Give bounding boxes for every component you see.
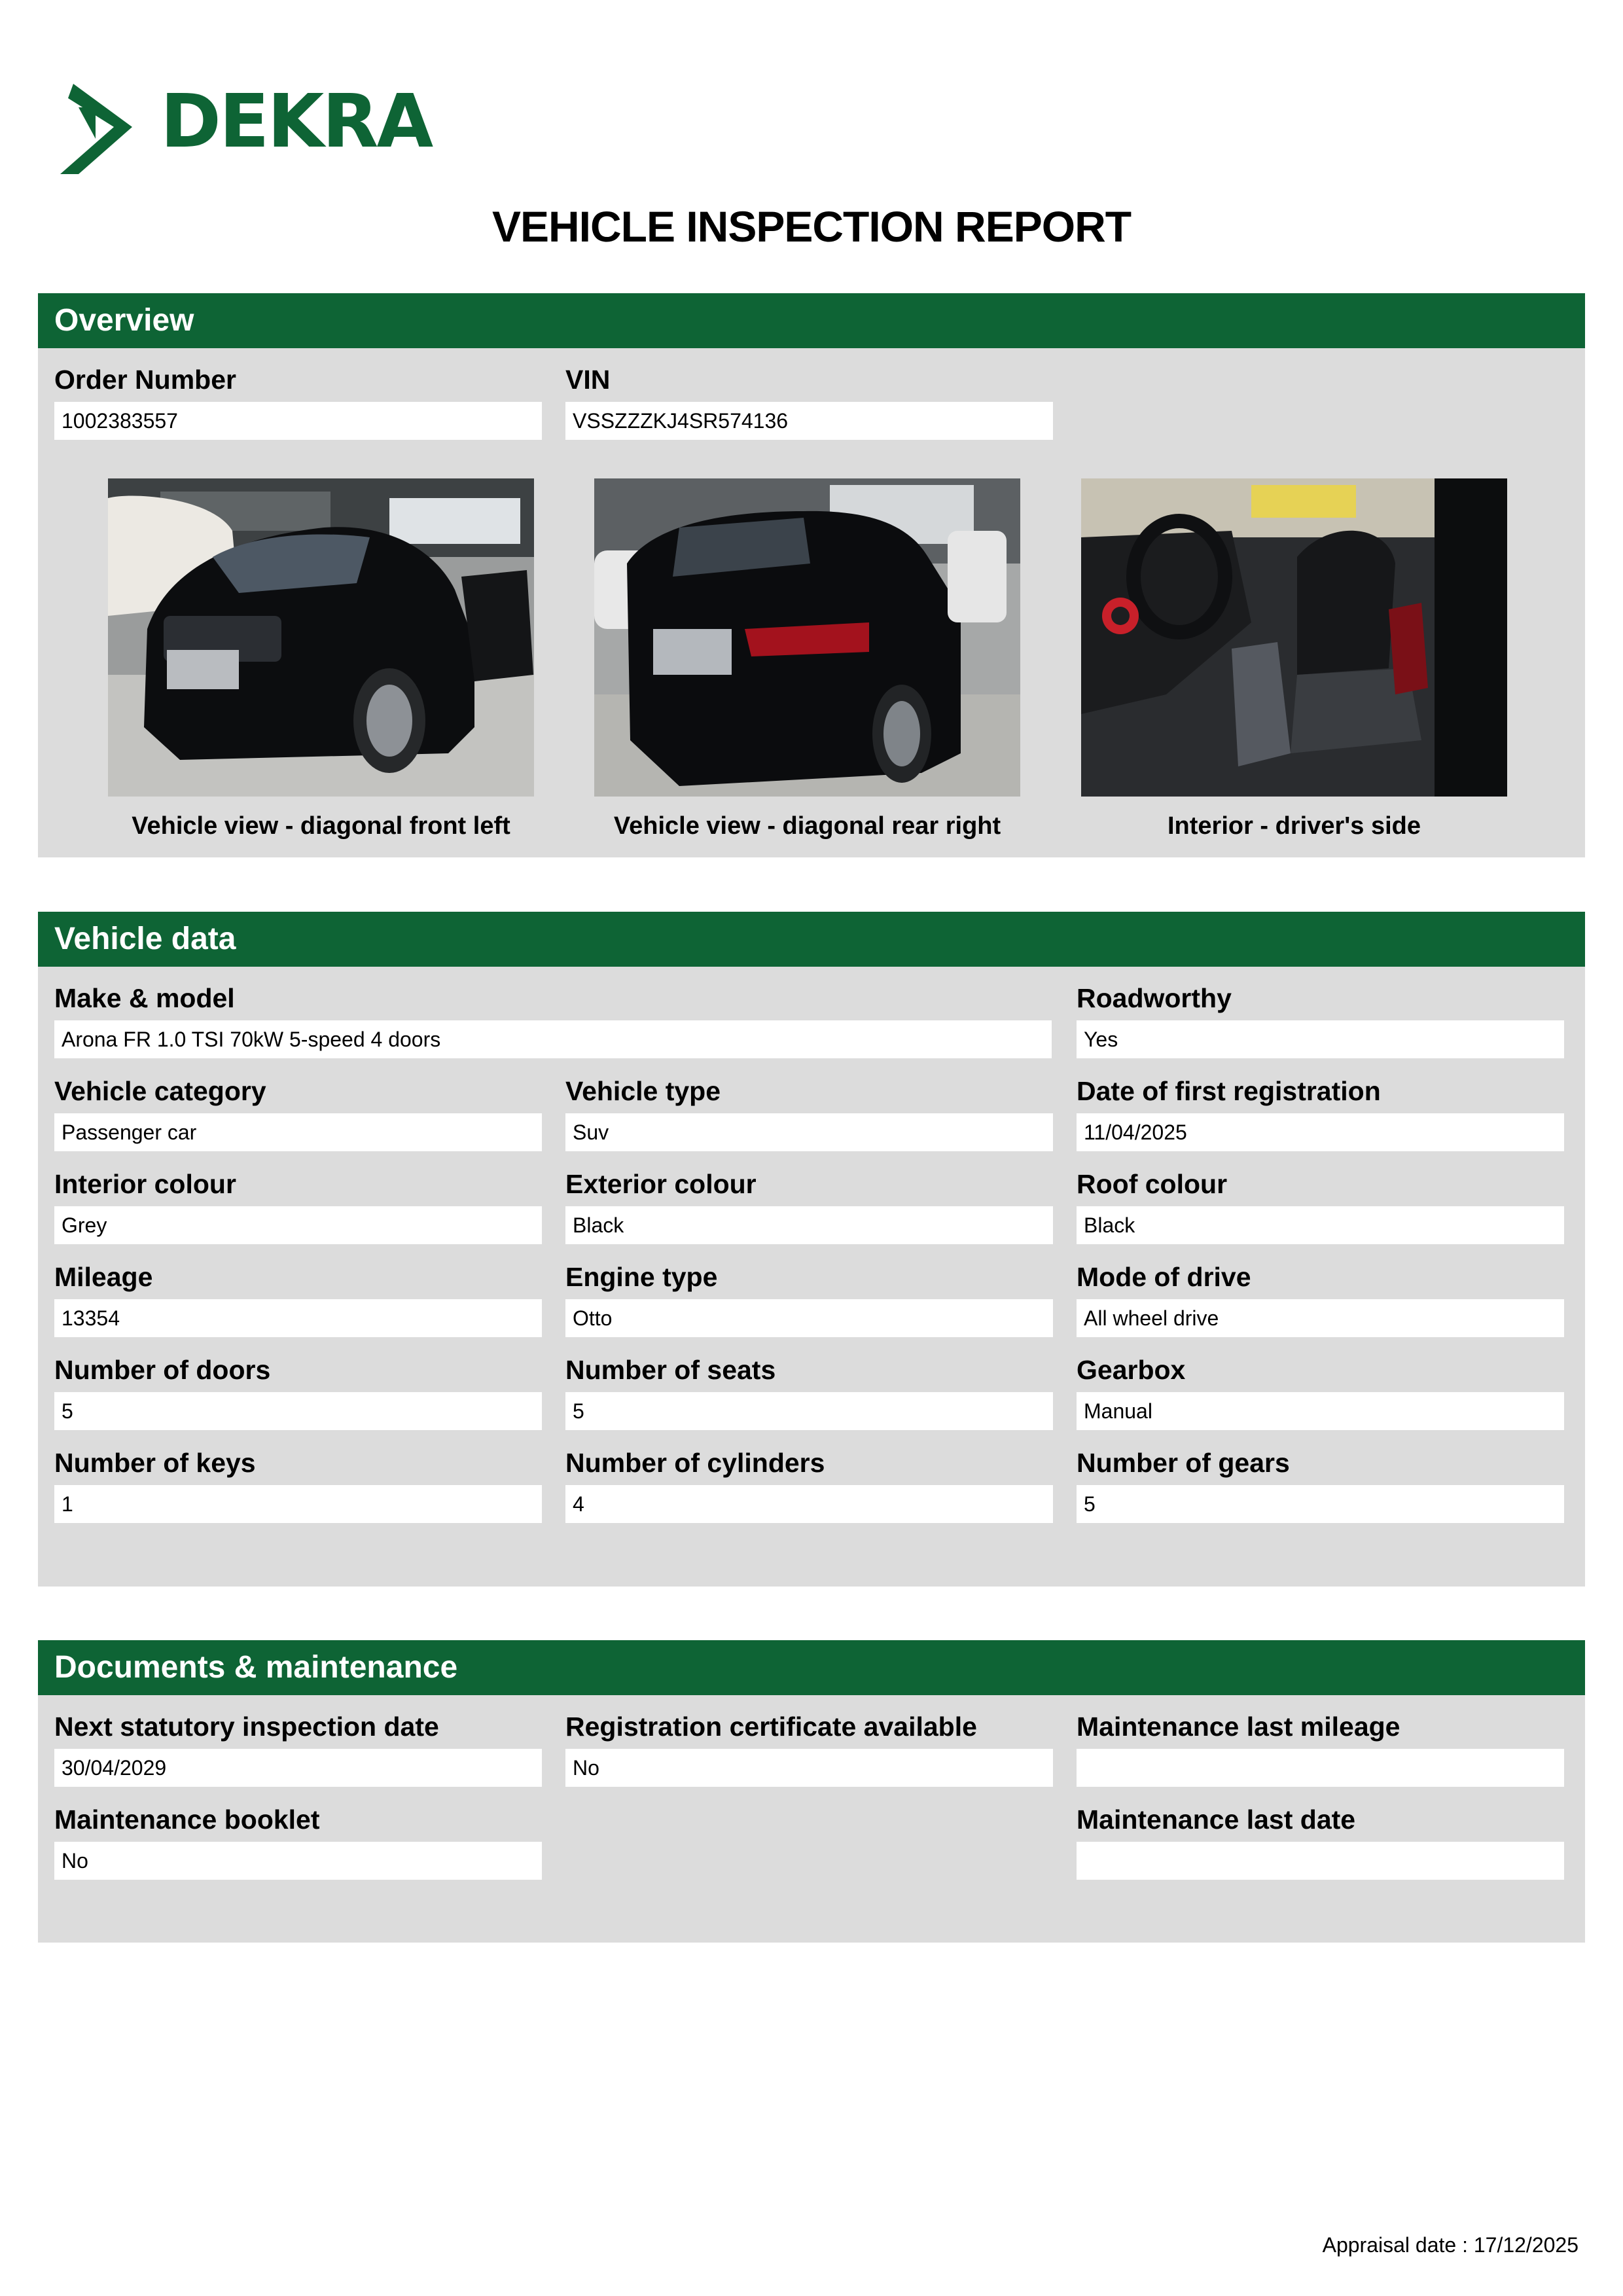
photo-caption-rear-right: Vehicle view - diagonal rear right <box>613 812 1001 840</box>
maintenance-booklet-label: Maintenance booklet <box>54 1804 320 1835</box>
roadworthy-label: Roadworthy <box>1077 983 1232 1013</box>
make-model-field <box>54 982 1052 1058</box>
vehicle-type-field <box>565 1075 1053 1151</box>
photo-rear-right <box>594 478 1020 841</box>
photo-caption-interior: Interior - driver's side <box>1167 812 1421 840</box>
registration-certificate-value: No <box>565 1749 1053 1787</box>
roadworthy-field <box>1077 982 1564 1058</box>
first-registration-value: 11/04/2025 <box>1077 1113 1564 1151</box>
number-of-seats-label: Number of seats <box>565 1355 776 1385</box>
number-of-gears-value: 5 <box>1077 1485 1564 1523</box>
number-of-keys-field <box>54 1447 542 1523</box>
exterior-colour-value: Black <box>565 1206 1053 1244</box>
number-of-gears-label: Number of gears <box>1077 1448 1290 1478</box>
interior-driver-side-image[interactable] <box>1081 478 1507 797</box>
vehicle-data-header: Vehicle data <box>38 912 1585 967</box>
maintenance-booklet-field <box>54 1804 542 1880</box>
registration-certificate-label: Registration certificate available <box>565 1712 977 1742</box>
vin-label: VIN <box>565 365 611 395</box>
number-of-cylinders-value: 4 <box>565 1485 1053 1523</box>
order-number-field <box>54 364 542 440</box>
number-of-doors-field <box>54 1354 542 1430</box>
photo-interior <box>1081 478 1507 841</box>
interior-colour-field <box>54 1168 542 1244</box>
engine-type-label: Engine type <box>565 1262 718 1292</box>
exterior-colour-label: Exterior colour <box>565 1169 757 1199</box>
vin-field <box>565 364 1053 440</box>
maintenance-last-date-field <box>1077 1804 1564 1880</box>
dekra-logo-text: DEKRA <box>160 79 432 164</box>
engine-type-value: Otto <box>565 1299 1053 1337</box>
gearbox-value: Manual <box>1077 1392 1564 1430</box>
vehicle-category-value: Passenger car <box>54 1113 542 1151</box>
vehicle-category-label: Vehicle category <box>54 1076 266 1106</box>
make-model-value: Arona FR 1.0 TSI 70kW 5-speed 4 doors <box>54 1020 1052 1058</box>
number-of-gears-field <box>1077 1447 1564 1523</box>
mileage-value: 13354 <box>54 1299 542 1337</box>
vehicle-category-field <box>54 1075 542 1151</box>
number-of-seats-field <box>565 1354 1053 1430</box>
gearbox-field <box>1077 1354 1564 1430</box>
number-of-cylinders-label: Number of cylinders <box>565 1448 825 1478</box>
roadworthy-value: Yes <box>1077 1020 1564 1058</box>
vehicle-rear-right-image[interactable] <box>594 478 1020 797</box>
interior-colour-label: Interior colour <box>54 1169 236 1199</box>
report-title: VEHICLE INSPECTION REPORT <box>491 202 1132 251</box>
registration-certificate-field <box>565 1711 1053 1787</box>
photo-front-left <box>108 478 534 841</box>
interior-colour-value: Grey <box>54 1206 542 1244</box>
photo-caption-front-left: Vehicle view - diagonal front left <box>132 812 510 840</box>
next-inspection-value: 30/04/2029 <box>54 1749 542 1787</box>
roof-colour-value: Black <box>1077 1206 1564 1244</box>
appraisal-date: Appraisal date : 17/12/2025 <box>1322 2233 1578 2257</box>
engine-type-field <box>565 1261 1053 1337</box>
maintenance-last-mileage-label: Maintenance last mileage <box>1077 1712 1400 1742</box>
number-of-doors-value: 5 <box>54 1392 542 1430</box>
number-of-seats-value: 5 <box>565 1392 1053 1430</box>
maintenance-last-mileage-field <box>1077 1711 1564 1787</box>
next-inspection-label: Next statutory inspection date <box>54 1712 439 1742</box>
exterior-colour-field <box>565 1168 1053 1244</box>
vin-value: VSSZZZKJ4SR574136 <box>565 402 1053 440</box>
mode-of-drive-field <box>1077 1261 1564 1337</box>
vehicle-front-left-image[interactable] <box>108 478 534 797</box>
next-inspection-field <box>54 1711 542 1787</box>
maintenance-last-date-label: Maintenance last date <box>1077 1804 1356 1835</box>
documents-header: Documents & maintenance <box>38 1640 1585 1695</box>
dekra-logo-mark <box>59 84 151 175</box>
mileage-field <box>54 1261 542 1337</box>
vehicle-type-label: Vehicle type <box>565 1076 721 1106</box>
maintenance-last-mileage-value <box>1077 1749 1564 1787</box>
dekra-logo <box>59 79 432 175</box>
first-registration-field <box>1077 1075 1564 1151</box>
first-registration-label: Date of first registration <box>1077 1076 1381 1106</box>
vehicle-type-value: Suv <box>565 1113 1053 1151</box>
number-of-cylinders-field <box>565 1447 1053 1523</box>
make-model-label: Make & model <box>54 983 235 1013</box>
maintenance-last-date-value <box>1077 1842 1564 1880</box>
documents-section <box>38 1640 1585 1943</box>
number-of-doors-label: Number of doors <box>54 1355 271 1385</box>
overview-header: Overview <box>38 293 1585 348</box>
order-number-label: Order Number <box>54 365 236 395</box>
mode-of-drive-value: All wheel drive <box>1077 1299 1564 1337</box>
number-of-keys-label: Number of keys <box>54 1448 256 1478</box>
roof-colour-field <box>1077 1168 1564 1244</box>
roof-colour-label: Roof colour <box>1077 1169 1228 1199</box>
vehicle-data-section <box>38 912 1585 1587</box>
gearbox-label: Gearbox <box>1077 1355 1186 1385</box>
number-of-keys-value: 1 <box>54 1485 542 1523</box>
mode-of-drive-label: Mode of drive <box>1077 1262 1251 1292</box>
order-number-value: 1002383557 <box>54 402 542 440</box>
overview-section <box>38 293 1585 857</box>
maintenance-booklet-value: No <box>54 1842 542 1880</box>
mileage-label: Mileage <box>54 1262 153 1292</box>
